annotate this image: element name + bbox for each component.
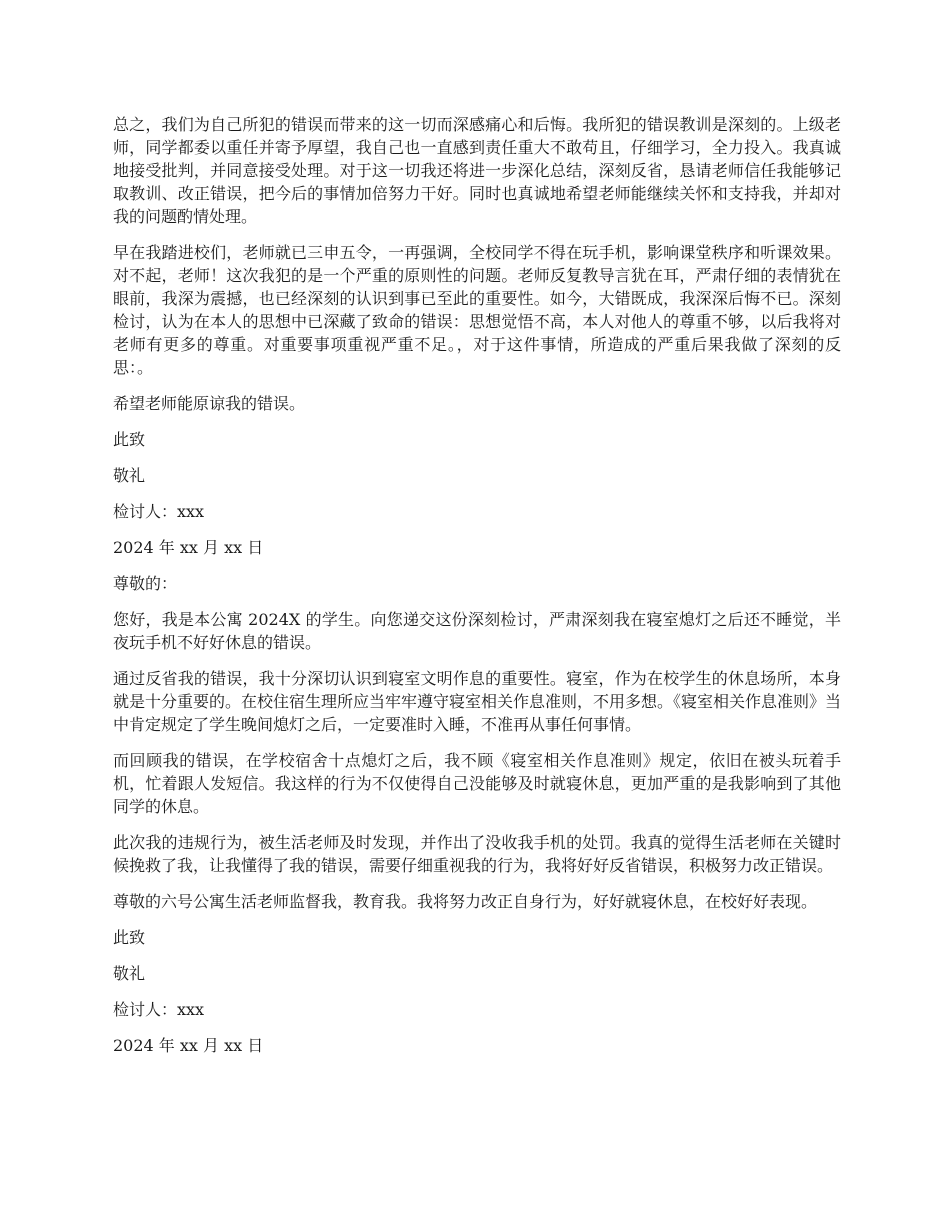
body-paragraph: 而回顾我的错误，在学校宿舍十点熄灯之后，我不顾《寝室相关作息准则》规定，依旧在被头玩着手机，忙着跟人发短信。我这样的行为不仅使得自己没能够及时就寝休息，更加严重的是我影响到了其他同学的休息。 — [113, 751, 841, 816]
signature-line: 检讨人：xxx — [113, 1000, 205, 1019]
body-paragraph: 总之，我们为自己所犯的错误而带来的这一切而深感痛心和后悔。我所犯的错误教训是深刻的。上级老师，同学都委以重任并寄予厚望，我自己也一直感到责任重大不敢苟且，仔细学习，全力投入。我真诚地接受批判，并同意接受处理。对于这一切我还将进一步深化总结，深刻反省，恳请老师信任我能够记取教训、改正错误，把今后的事情加倍努力干好。同时也真诚地希望老师能继续关怀和支持我，并却对我的问题酌情处理。 — [113, 115, 841, 226]
salute-line: 敬礼 — [113, 964, 146, 983]
body-paragraph: 您好，我是本公寓 2024X 的学生。向您递交这份深刻检讨，严肃深刻我在寝室熄灯之后还不睡觉，半夜玩手机不好好休息的错误。 — [113, 610, 841, 652]
body-paragraph: 此次我的违规行为，被生活老师及时发现，并作出了没收我手机的处罚。我真的觉得生活老师在关键时候挽救了我，让我懂得了我的错误，需要仔细重视我的行为，我将好好反省错误，积极努力改正错误。 — [113, 833, 841, 875]
salute-line: 敬礼 — [113, 466, 146, 485]
date-line: 2024 年 xx 月 xx 日 — [113, 538, 264, 557]
document-page — [113, 113, 841, 1070]
greeting-line: 尊敬的： — [113, 574, 178, 593]
closing-line: 此致 — [113, 928, 146, 947]
date-line: 2024 年 xx 月 xx 日 — [113, 1036, 264, 1055]
body-paragraph: 尊敬的六号公寓生活老师监督我，教育我。我将努力改正自身行为，好好就寝休息，在校好好表现。 — [113, 892, 818, 911]
body-paragraph: 希望老师能原谅我的错误。 — [113, 394, 306, 413]
body-paragraph: 通过反省我的错误，我十分深切认识到寝室文明作息的重要性。寝室，作为在校学生的休息场所，本身就是十分重要的。在校住宿生理所应当牢牢遵守寝室相关作息准则，不用多想。《寝室相关作息准则》当中肯定规定了学生晚间熄灯之后，一定要准时入睡，不准再从事任何事情。 — [113, 669, 842, 734]
signature-line: 检讨人：xxx — [113, 502, 205, 521]
body-paragraph: 早在我踏进校们，老师就已三申五令，一再强调，全校同学不得在玩手机，影响课堂秩序和听课效果。对不起，老师！这次我犯的是一个严重的原则性的问题。老师反复教导言犹在耳，严肃仔细的表情犹在眼前，我深为震撼，也已经深刻的认识到事已至此的重要性。如今，大错既成，我深深后悔不已。深刻检讨，认为在本人的思想中已深藏了致命的错误：思想觉悟不高，本人对他人的尊重不够，以后我将对老师有更多的尊重。对重要事项重视严重不足。，对于这件事情，所造成的严重后果我做了深刻的反思：。 — [113, 243, 841, 377]
closing-line: 此致 — [113, 430, 146, 449]
